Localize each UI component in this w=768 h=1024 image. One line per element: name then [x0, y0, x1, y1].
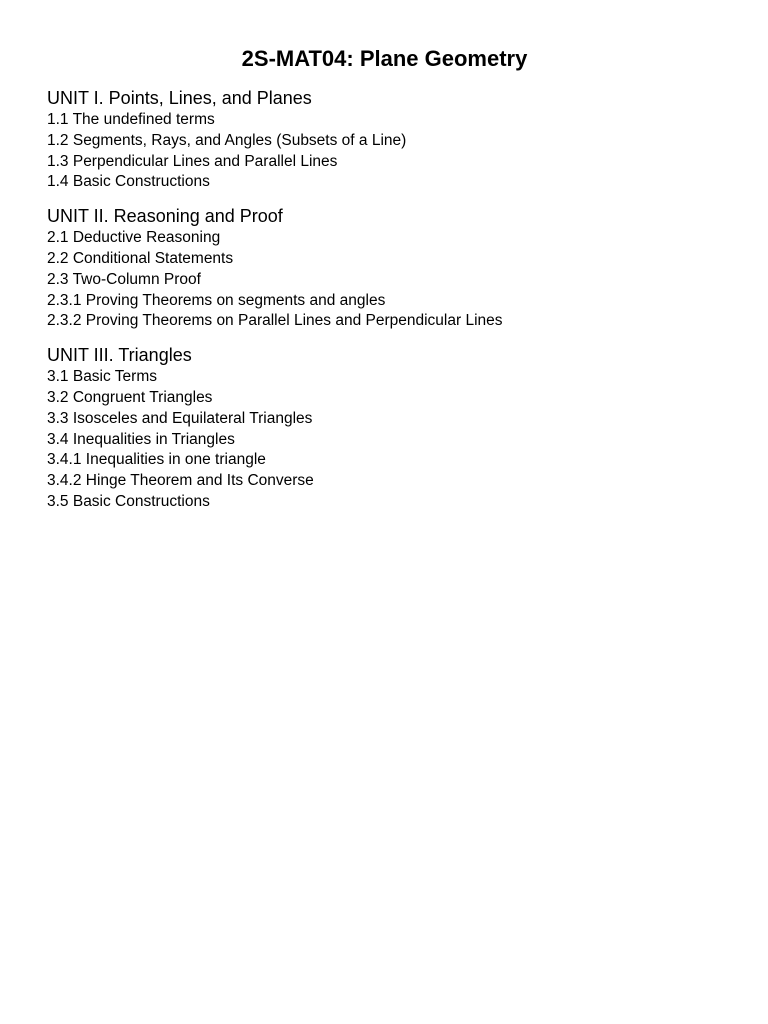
topic-item: 3.3 Isosceles and Equilateral Triangles: [47, 409, 313, 427]
unit-heading: UNIT II. Reasoning and Proof: [47, 206, 283, 227]
topic-list: [47, 110, 722, 193]
topic-list: [47, 367, 722, 513]
topic-list: [47, 228, 722, 332]
topic-item: 1.1 The undefined terms: [47, 111, 215, 128]
topic-item: 3.4.1 Inequalities in one triangle: [47, 451, 266, 469]
topic-item: 2.3 Two-Column Proof: [47, 270, 201, 288]
unit-heading: UNIT III. Triangles: [47, 345, 192, 366]
topic-item: 2.3.1 Proving Theorems on segments and angles: [47, 291, 386, 309]
topic-item: 2.3.2 Proving Theorems on Parallel Lines and Perpendicular Lines: [47, 312, 503, 330]
topic-item: 2.1 Deductive Reasoning: [47, 229, 221, 247]
unit-3: [47, 343, 722, 513]
topic-item: 2.2 Conditional Statements: [47, 249, 234, 267]
topic-item: 3.1 Basic Terms: [47, 368, 157, 386]
unit-1: [47, 86, 722, 193]
topic-item: 3.2 Congruent Triangles: [47, 388, 213, 406]
unit-2: [47, 204, 722, 332]
topic-item: 1.2 Segments, Rays, and Angles (Subsets of a Line): [47, 131, 407, 149]
topic-item: 3.5 Basic Constructions: [47, 492, 210, 510]
topic-item: 1.3 Perpendicular Lines and Parallel Lines: [47, 152, 338, 170]
document-title: 2S-MAT04: Plane Geometry: [241, 46, 528, 71]
topic-item: 3.4 Inequalities in Triangles: [47, 430, 235, 448]
topic-item: 1.4 Basic Constructions: [47, 173, 210, 191]
topic-item: 3.4.2 Hinge Theorem and Its Converse: [47, 472, 314, 490]
unit-heading: UNIT I. Points, Lines, and Planes: [47, 88, 312, 108]
